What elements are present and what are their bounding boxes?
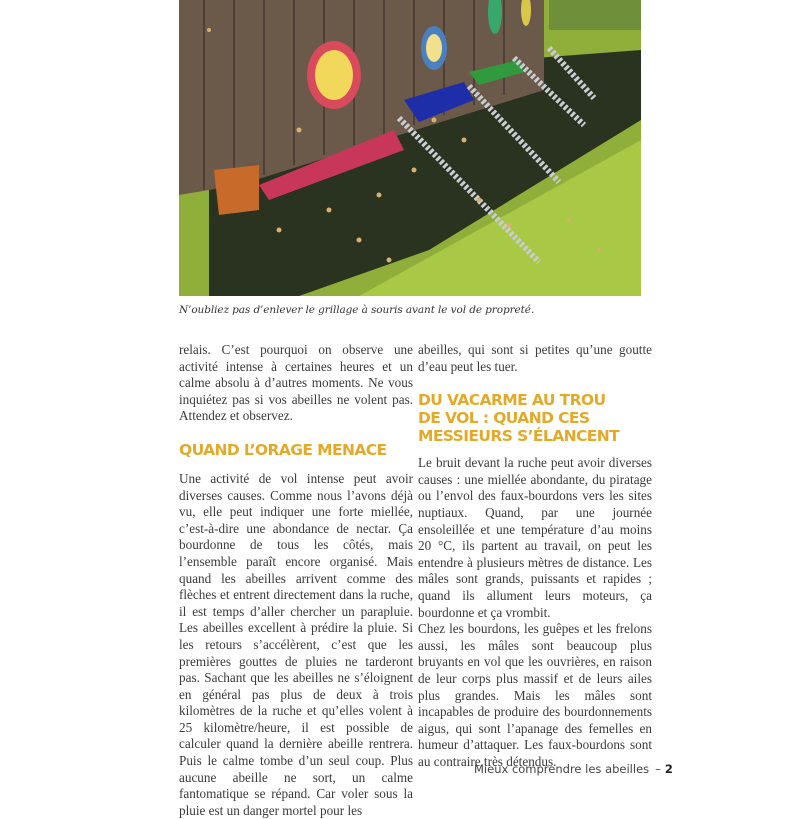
- heading-line: MESSIEURS S’ÉLANCENT: [418, 427, 620, 446]
- book-title: Mieux comprendre les abeilles: [474, 762, 650, 776]
- beehive-illustration: [179, 0, 641, 296]
- beehive-photo: [179, 0, 641, 296]
- right-intro-paragraph: abeilles, qui sont si petites qu’une goutte d’eau peut les tuer.: [418, 342, 652, 374]
- heading-line: DE VOL : QUAND CES: [418, 409, 590, 428]
- storm-body-paragraph: Une activité de vol intense peut avoir diverses causes. Comme nous l’avons déjà vu, elle peut indiquer une forte miellée, c’est-à-dire une abondance de nectar. Ça bourdonne de tous les côtés, mais l’ensemble paraît encore organisé. Mais quand les abeilles arrivent comme des flèches et entrent directement dans la ruche, il est temps d’aller chercher un parapluie. Les abeilles excellent à prédire la pluie. Si les retours s’accélèrent, c’est que les premières gouttes de pluies ne tarderont pas. Sachant que les abeilles ne s’éloignent en général pas plus de deux à trois kilomètres de la ruche et qu’elles volent à 25 kilomètre/heure, il est possible de calculer quand la dernière abeille rentrera. Puis le calme tombe d’un seul coup. Plus aucune abeille ne sort, un calme fantomatique se répand. Car voler sous la pluie est un danger mortel pour les: [179, 470, 413, 818]
- footer-separator: –: [655, 762, 661, 776]
- left-column: [179, 342, 413, 819]
- page-footer: [474, 762, 673, 776]
- drones-body-paragraph-2: Chez les bourdons, les guêpes et les frelons aussi, les mâles sont beaucoup plus bruyants en vol que les ouvrières, en raison de leur corps plus massif et de leurs ailes plus grandes. Mais les mâles sont incapables de produire des bourdonnements aigus, qui sont l’apanage des femelles en humeur d’attaquer. Les faux-bourdons sont au contraire très détendus.: [418, 621, 652, 769]
- right-column: [418, 342, 652, 770]
- section-heading-drones: [418, 391, 652, 445]
- photo-caption: N’oubliez pas d’enlever le grillage à souris avant le vol de propreté.: [179, 304, 535, 316]
- left-intro-paragraph: relais. C’est pourquoi on observe une activité intense à certaines heures et un calme absolu à d’autres moments. Ne vous inquiétez pas si vos abeilles ne volent pas. Attendez et observez.: [179, 342, 413, 424]
- page-number: 2: [664, 762, 673, 776]
- heading-line: DU VACARME AU TROU: [418, 391, 606, 410]
- section-heading-storm: QUAND L’ORAGE MENACE: [179, 440, 387, 459]
- drones-body-paragraph-1: Le bruit devant la ruche peut avoir diverses causes : une miellée abondante, du piratage ou l’envol des faux-bourdons vers les sites nuptiaux. Quand, par une journée ensoleillée et une température d’au moins 20 °C, ils partent au travail, on peut les entendre à plusieurs mètres de distance. Les mâles sont grands, puissants et rapides ; quand ils allument leurs moteurs, ça bourdonne et ça vrombit.: [418, 455, 652, 620]
